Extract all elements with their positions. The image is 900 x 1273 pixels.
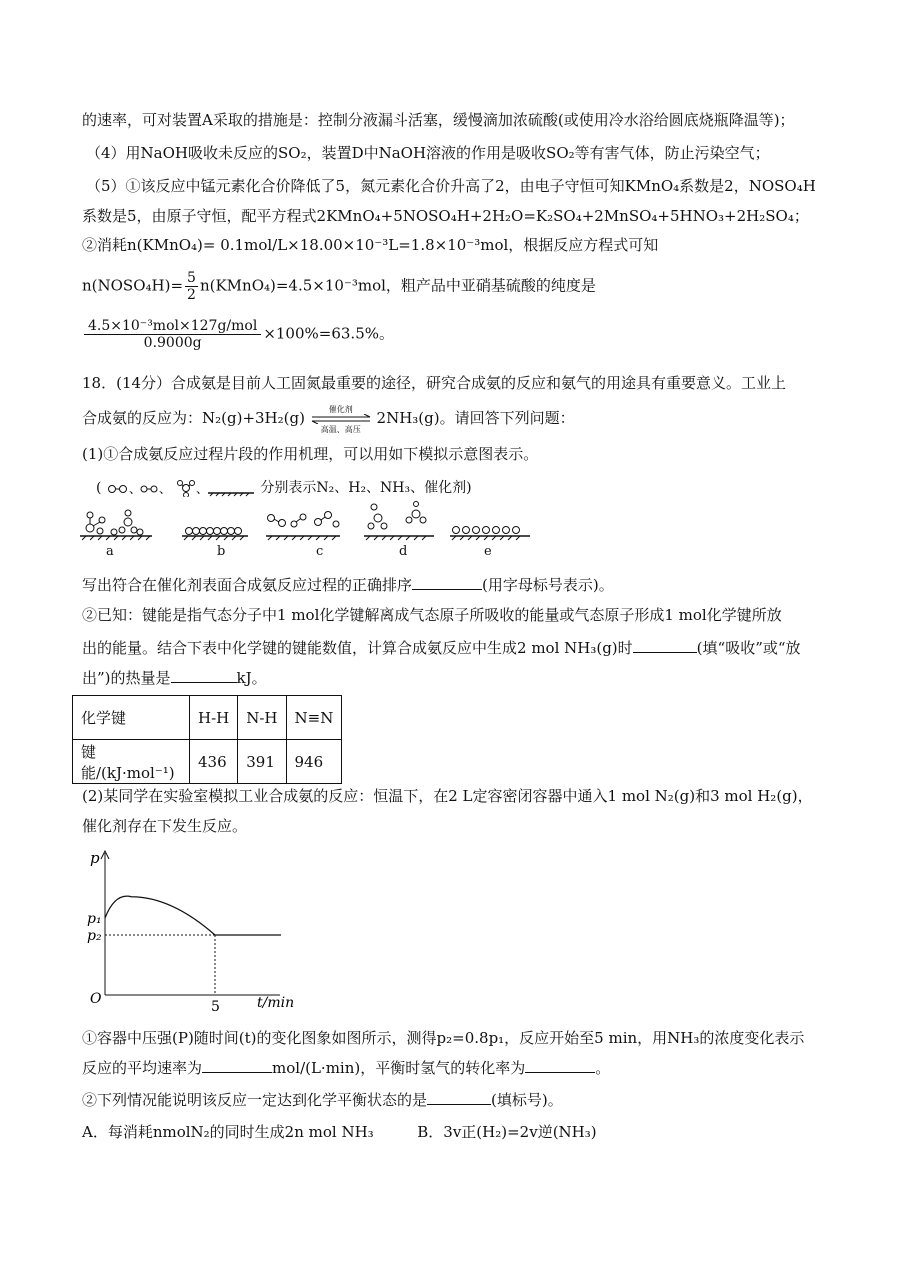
period: 。 bbox=[595, 1059, 611, 1077]
scheme-c-icon bbox=[266, 512, 340, 541]
x-axis-label: t/min bbox=[257, 995, 295, 1011]
heat-amount-blank[interactable] bbox=[171, 668, 237, 683]
conversion-prompt-text: mol/(L·min)，平衡时氢气的转化率为 bbox=[272, 1059, 526, 1077]
arrow-bottom-label: 高温、高压 bbox=[320, 425, 361, 434]
question-2-2-line bbox=[82, 1090, 563, 1110]
y-tick-p2: p₂ bbox=[87, 928, 102, 944]
legend-line bbox=[96, 478, 472, 498]
options-line bbox=[82, 1122, 597, 1142]
heat-amount-text: 出”)的热量是 bbox=[82, 669, 171, 687]
arrow-top-label: 催化剂 bbox=[328, 405, 353, 414]
absorb-release-blank[interactable] bbox=[633, 638, 697, 653]
legend-open-paren: ( bbox=[96, 480, 102, 496]
purity-fraction bbox=[84, 318, 261, 351]
option-a: A．每消耗nmolN₂的同时生成2n mol NH₃ bbox=[82, 1123, 374, 1141]
scheme-e-icon bbox=[450, 527, 530, 541]
answer-line-3: （5）①该反应中锰元素化合价降低了5，氮元素化合价升高了2，由电子守恒可知KMnO₄系数是2，NOSO₄H bbox=[86, 177, 816, 195]
legend-molecules-icon bbox=[106, 479, 256, 497]
table-cell: 键能/(kJ·mol⁻¹) bbox=[73, 740, 190, 784]
question-2-1-line-2 bbox=[82, 1058, 610, 1078]
heat-unit: kJ。 bbox=[236, 669, 267, 687]
purity-numerator: 4.5×10⁻³mol×127g/mol bbox=[84, 318, 261, 335]
answer-line-7 bbox=[82, 318, 394, 351]
scheme-label-a: a bbox=[106, 544, 114, 559]
order-answer-blank[interactable] bbox=[412, 575, 482, 590]
equilibrium-prompt-note: (填标号)。 bbox=[491, 1091, 563, 1109]
scheme-label-b: b bbox=[217, 544, 226, 559]
answer-line-4: 系数是5，由原子守恒，配平方程式2KMnO₄+5NOSO₄H+2H₂O=K₂SO₄+2MnSO₄+5HNO₃+2H₂SO₄； bbox=[82, 207, 809, 225]
purity-result: ×100%=63.5%。 bbox=[263, 324, 394, 343]
table-cell: 436 bbox=[190, 740, 238, 784]
x-tick-5: 5 bbox=[211, 999, 220, 1015]
question-2-line-2: 催化剂存在下发生反应。 bbox=[82, 817, 248, 835]
table-row bbox=[73, 740, 342, 784]
heat-prompt-text: 出的能量。结合下表中化学键的键能数值，计算合成氨反应中生成2 mol NH₃(g)时 bbox=[82, 639, 633, 657]
question-2-1-line-1: ①容器中压强(P)随时间(t)的变化图象如图所示，测得p₂=0.8p₁，反应开始至5 min，用NH₃的浓度变化表示 bbox=[82, 1029, 805, 1047]
option-b: B．3v正(H₂)=2v逆(NH₃) bbox=[417, 1123, 597, 1141]
answer-line-2: （4）用NaOH吸收未反应的SO₂，装置D中NaOH溶液的作用是吸收SO₂等有害气体，防止污染空气； bbox=[86, 144, 770, 162]
y-axis bbox=[101, 851, 109, 995]
absorb-release-note: (填“吸收”或“放 bbox=[696, 639, 801, 657]
conversion-answer-blank[interactable] bbox=[525, 1058, 595, 1073]
fraction-5-2 bbox=[185, 270, 198, 303]
rate-prompt-text: 反应的平均速率为 bbox=[82, 1059, 203, 1077]
svg-text:、: 、 bbox=[195, 482, 208, 496]
scheme-b-icon bbox=[182, 528, 248, 541]
question-1-2-line-1: ②已知：键能是指气态分子中1 mol化学键解离成气态原子所吸收的能量或气态原子形成1 mol化学键所放 bbox=[82, 606, 782, 624]
rate-answer-blank[interactable] bbox=[202, 1058, 272, 1073]
equilibrium-prompt-text: ②下列情况能说明该反应一定达到化学平衡状态的是 bbox=[82, 1091, 428, 1109]
fraction-denominator: 2 bbox=[187, 287, 196, 303]
catalysis-scheme-diagram bbox=[78, 500, 538, 562]
table-cell: 391 bbox=[238, 740, 286, 784]
bond-energy-table bbox=[72, 695, 342, 784]
equilibrium-answer-blank[interactable] bbox=[427, 1090, 491, 1105]
y-tick-p1: p₁ bbox=[87, 911, 102, 927]
answer-line-1: 的速率，可对装置A采取的措施是：控制分液漏斗活塞，缓慢滴加浓硫酸(或使用冷水浴给圆底烧瓶降温等)； bbox=[82, 111, 795, 129]
question-2-line-1: (2)某同学在实验室模拟工业合成氨的反应：恒温下，在2 L定容密闭容器中通入1 mol N₂(g)和3 mol H₂(g)， bbox=[82, 787, 813, 805]
order-prompt-text: 写出符合在催化剂表面合成氨反应过程的正确排序 bbox=[82, 576, 413, 594]
reactants: 合成氨的反应为：N₂(g)+3H₂(g) bbox=[82, 409, 305, 427]
scheme-label-d: d bbox=[399, 544, 408, 559]
question-1-1-prompt bbox=[82, 575, 614, 595]
answer-line-6 bbox=[82, 270, 596, 303]
question-1-2-line-3 bbox=[82, 668, 267, 688]
legend-text: 分别表示N₂、H₂、NH₃、催化剂) bbox=[260, 480, 472, 496]
svg-text:、: 、 bbox=[128, 482, 141, 496]
scheme-a-icon bbox=[80, 510, 152, 540]
answer-line-5: ②消耗n(KMnO₄)= 0.1mol/L×18.00×10⁻³L=1.8×10⁻³mol，根据反应方程式可知 bbox=[82, 236, 659, 254]
y-axis-label: p bbox=[90, 849, 100, 867]
svg-text:、: 、 bbox=[158, 482, 171, 496]
order-prompt-note: (用字母标号表示)。 bbox=[482, 576, 614, 594]
scheme-d-icon bbox=[364, 502, 434, 541]
table-cell: 化学键 bbox=[73, 696, 190, 740]
purity-denominator: 0.9000g bbox=[143, 335, 202, 351]
table-cell: N≡N bbox=[286, 696, 342, 740]
scheme-label-e: e bbox=[484, 544, 492, 559]
table-cell: H-H bbox=[190, 696, 238, 740]
n-kmno4-text: n(KMnO₄)=4.5×10⁻³mol，粗产品中亚硝基硫酸的纯度是 bbox=[199, 276, 596, 295]
origin-label: O bbox=[90, 991, 102, 1007]
products: 2NH₃(g)。请回答下列问题： bbox=[376, 409, 575, 427]
pressure-time-chart bbox=[80, 845, 320, 1015]
table-header-row bbox=[73, 696, 342, 740]
pressure-curve bbox=[105, 896, 281, 935]
equilibrium-arrow-icon bbox=[310, 405, 372, 434]
reaction-equation bbox=[82, 405, 575, 434]
question-1-1: (1)①合成氨反应过程片段的作用机理，可以用如下模拟示意图表示。 bbox=[82, 445, 539, 463]
table-cell: N-H bbox=[238, 696, 286, 740]
question-18-intro: 18．(14分）合成氨是目前人工固氮最重要的途径，研究合成氨的反应和氨气的用途具有重要意义。工业上 bbox=[82, 374, 787, 392]
question-1-2-line-2 bbox=[82, 638, 801, 658]
fraction-numerator: 5 bbox=[187, 270, 196, 286]
table-cell: 946 bbox=[286, 740, 342, 784]
n-nosoh-label: n(NOSO₄H)= bbox=[82, 276, 184, 295]
scheme-label-c: c bbox=[316, 544, 324, 559]
